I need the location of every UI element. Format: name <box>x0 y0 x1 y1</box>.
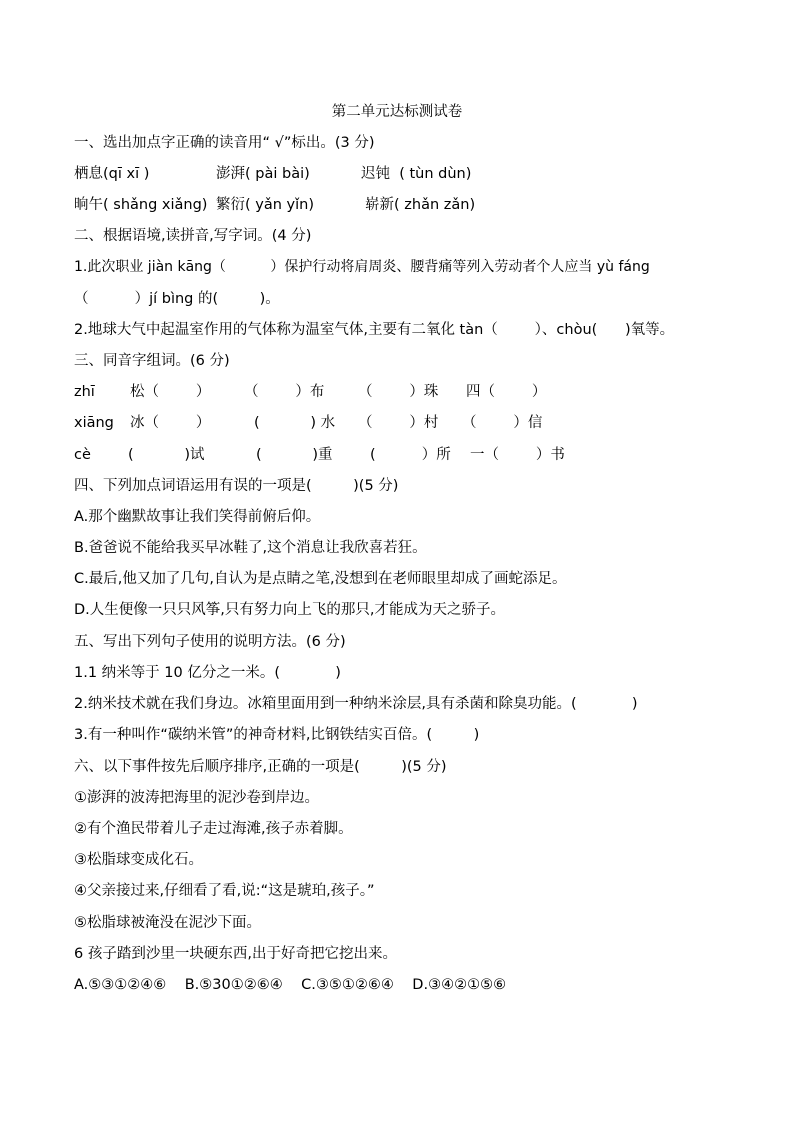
event-1: ①澎湃的波涛把海里的泥沙卷到岸边。 <box>74 790 319 806</box>
homophone-item: ( )试 <box>128 447 205 463</box>
pinyin-choice-6: 崭新( zhǎn zǎn) <box>365 197 476 213</box>
homophone-item: ( ) 水 <box>254 415 336 431</box>
page-title: 第二单元达标测试卷 <box>331 104 463 120</box>
homophone-item: 冰（ ） <box>130 415 211 431</box>
event-6: 6 孩子踏到沙里一块硬东西,出于好奇把它挖出来。 <box>74 946 397 962</box>
option-c: C.最后,他又加了几句,自认为是点睛之笔,没想到在老师眼里却成了画蛇添足。 <box>74 571 567 587</box>
homophone-item: （ ）布 <box>244 384 325 400</box>
section-3-heading: 三、同音字组词。(6 分) <box>74 353 230 369</box>
homophone-item: （ ）信 <box>462 415 543 431</box>
homophone-pinyin: zhī <box>74 384 95 400</box>
question-2-1-line2: （ ）jí bìng 的( )。 <box>74 291 280 307</box>
homophone-item: ( ）所 <box>370 447 451 463</box>
homophone-pinyin: xiāng <box>74 415 114 431</box>
section-1-heading: 一、选出加点字正确的读音用“ √”标出。(3 分) <box>74 135 375 151</box>
order-choices: A.⑤③①②④⑥ B.⑤30①②⑥④ C.③⑤①②⑥④ D.③④②①⑤⑥ <box>74 977 507 993</box>
pinyin-choice-1: 栖息(qī xī ) <box>74 166 150 182</box>
section-4-heading: 四、下列加点词语运用有误的一项是( )(5 分) <box>74 478 399 494</box>
homophone-item: （ ）村 <box>358 415 439 431</box>
homophone-item: 四（ ） <box>466 384 547 400</box>
homophone-item: 一（ ）书 <box>470 447 565 463</box>
event-2: ②有个渔民带着儿子走过海滩,孩子赤着脚。 <box>74 821 353 837</box>
section-5-heading: 五、写出下列句子使用的说明方法。(6 分) <box>74 634 346 650</box>
explanation-item-3: 3.有一种叫作“碳纳米管”的神奇材料,比钢铁结实百倍。( ) <box>74 727 480 743</box>
pinyin-choice-3: 迟钝 ( tùn dùn) <box>361 166 472 182</box>
homophone-item: 松（ ） <box>130 384 211 400</box>
explanation-item-1: 1.1 纳米等于 10 亿分之一米。( ) <box>74 665 341 681</box>
pinyin-choice-2: 澎湃( pài bài) <box>216 166 310 182</box>
section-2-heading: 二、根据语境,读拼音,写字词。(4 分) <box>74 228 312 244</box>
pinyin-choice-5: 繁衍( yǎn yǐn) <box>216 197 314 213</box>
event-5: ⑤松脂球被淹没在泥沙下面。 <box>74 915 261 931</box>
question-2-1-line1: 1.此次职业 jiàn kāng（ ）保护行动将肩周炎、腰背痛等列入劳动者个人应当 yù fáng <box>74 259 650 275</box>
homophone-item: ( )重 <box>256 447 333 463</box>
pinyin-choice-4: 晌午( shǎng xiǎng) <box>74 197 208 213</box>
event-3: ③松脂球变成化石。 <box>74 852 203 868</box>
section-6-heading: 六、以下事件按先后顺序排序,正确的一项是( )(5 分) <box>74 759 447 775</box>
homophone-pinyin: cè <box>74 447 91 463</box>
question-2-2: 2.地球大气中起温室作用的气体称为温室气体,主要有二氧化 tàn（ ）、chòu( )氧等。 <box>74 322 675 338</box>
option-d: D.人生便像一只只风筝,只有努力向上飞的那只,才能成为天之骄子。 <box>74 602 505 618</box>
option-b: B.爸爸说不能给我买早冰鞋了,这个消息让我欣喜若狂。 <box>74 540 427 556</box>
event-4: ④父亲接过来,仔细看了看,说:“这是琥珀,孩子。” <box>74 883 375 899</box>
explanation-item-2: 2.纳米技术就在我们身边。冰箱里面用到一种纳米涂层,具有杀菌和除臭功能。( ) <box>74 696 638 712</box>
homophone-item: （ ）珠 <box>358 384 439 400</box>
option-a: A.那个幽默故事让我们笑得前俯后仰。 <box>74 509 321 525</box>
